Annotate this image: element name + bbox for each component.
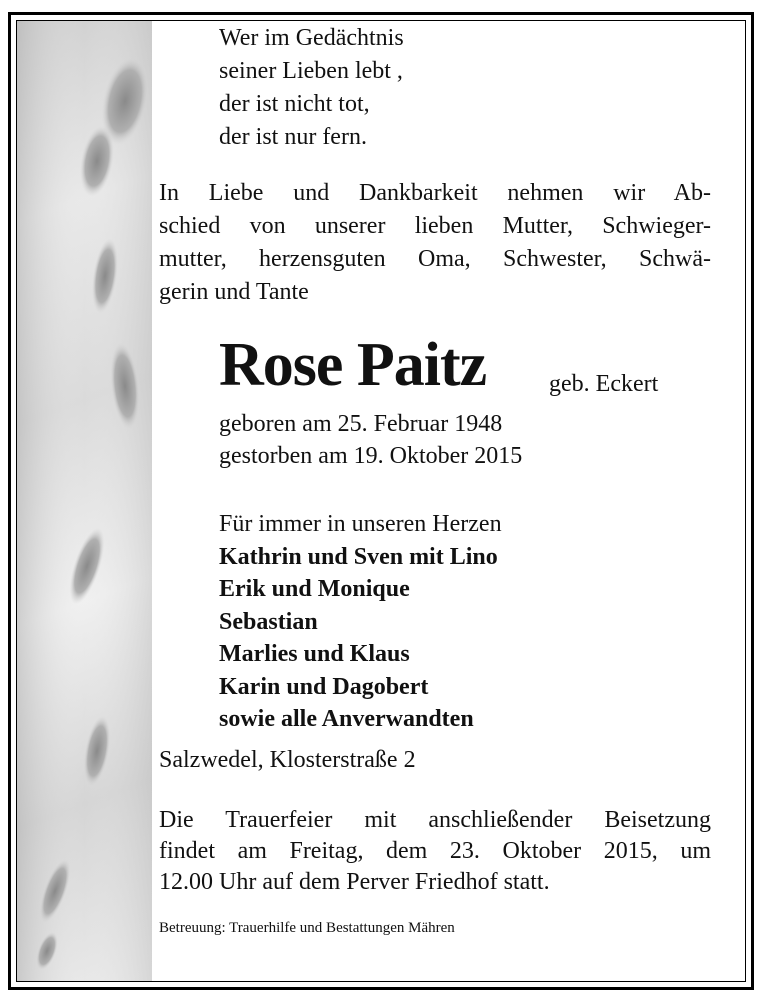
family-member: Marlies und Klaus — [219, 641, 410, 667]
funeral-notice — [159, 805, 711, 898]
family-member: Karin und Dagobert — [219, 673, 429, 700]
deceased-name: Rose Paitz — [219, 331, 487, 399]
life-dates — [219, 408, 522, 472]
family-list — [219, 508, 502, 736]
birth-date: geboren am 25. Februar 1948 — [219, 411, 503, 437]
family-member: Sebastian — [219, 608, 318, 635]
death-date: gestorben am 19. Oktober 2015 — [219, 443, 523, 469]
family-motto: Für immer in unseren Herzen — [219, 511, 502, 537]
poem-line: der ist nicht tot, — [219, 91, 370, 117]
funeral-line: 12.00 Uhr auf dem Perver Friedhof statt. — [159, 869, 550, 895]
poem-line: Wer im Gedächtnis — [219, 25, 404, 51]
intro-line: In Liebe und Dankbarkeit nehmen wir Ab- — [159, 180, 711, 206]
undertaker-credit: Betreuung: Trauerhilfe und Bestattungen Mähren — [159, 920, 455, 936]
poem-line: seiner Lieben lebt , — [219, 58, 403, 84]
footprints-in-snow-image — [17, 21, 152, 981]
family-member: sowie alle Anverwandten — [219, 706, 474, 732]
maiden-name: geb. Eckert — [549, 371, 659, 397]
intro-line: schied von unserer lieben Mutter, Schwieger- — [159, 213, 711, 239]
intro-line: mutter, herzensguten Oma, Schwester, Schwä- — [159, 246, 711, 272]
footprints-illustration — [17, 21, 152, 981]
funeral-line: findet am Freitag, dem 23. Oktober 2015, um — [159, 838, 711, 864]
intro-line: gerin und Tante — [159, 279, 309, 305]
family-member: Erik und Monique — [219, 576, 410, 602]
address: Salzwedel, Klosterstraße 2 — [159, 747, 416, 773]
intro-paragraph — [159, 177, 711, 309]
funeral-line: Die Trauerfeier mit anschließender Beisetzung — [159, 807, 711, 833]
poem-line: der ist nur fern. — [219, 124, 367, 150]
family-member: Kathrin und Sven mit Lino — [219, 543, 498, 570]
poem — [219, 22, 404, 154]
